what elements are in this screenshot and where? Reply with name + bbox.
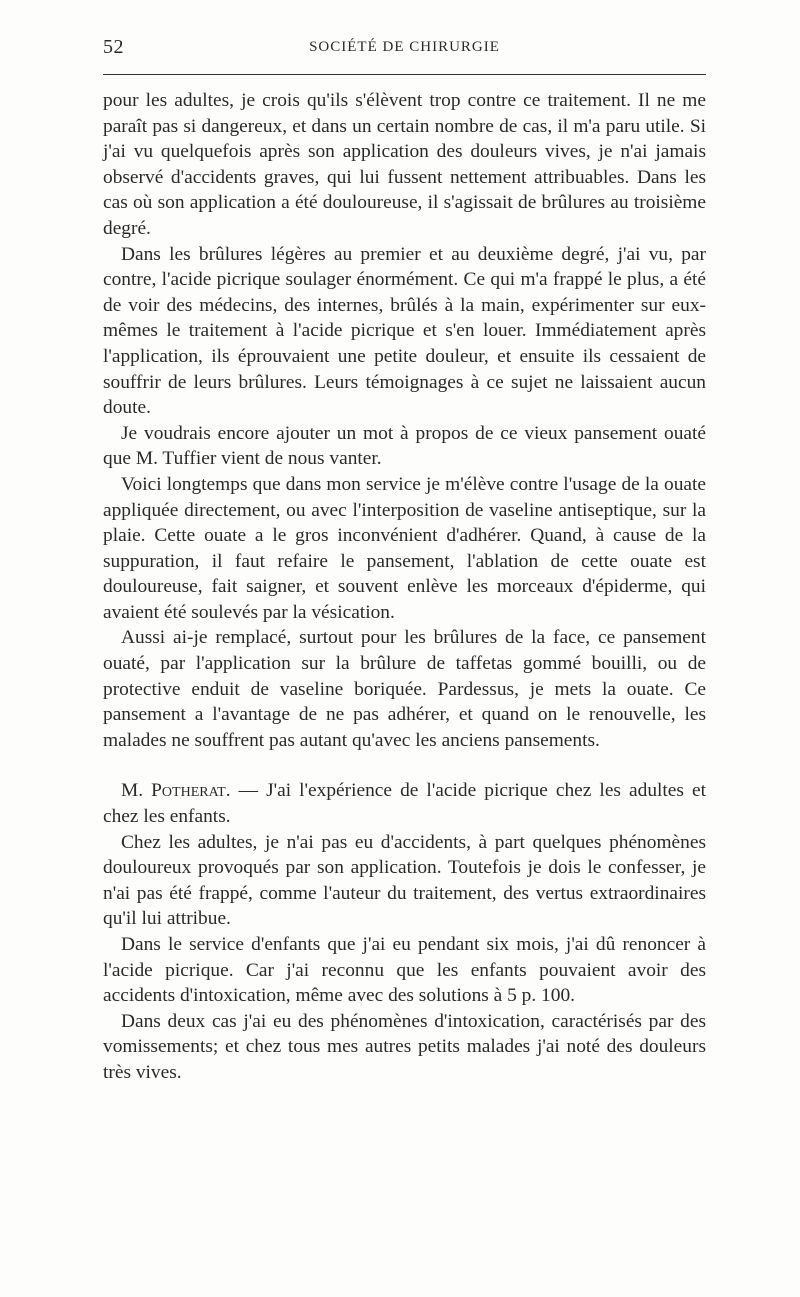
paragraph: pour les adultes, je crois qu'ils s'élèvent trop contre ce traitement. Il ne me paraît pas si dangereux, et dans un certain nombre de cas, il m'a paru utile. Si j'ai vu quelquefois après son application des douleurs vives, je n'ai jamais observé d'accidents graves, qui lui fussent nettement attribuables. Dans les cas où son application a été douloureuse, il s'agissait de brûlures au troisième degré.: [103, 90, 706, 239]
paragraph: Dans le service d'enfants que j'ai eu pendant six mois, j'ai dû renoncer à l'acide picrique. Car j'ai reconnu que les enfants pouvaient avoir des accidents d'intoxication, même avec des solutions à 5 p. 100.: [103, 934, 706, 1007]
speaker-name: M. Potherat.: [121, 780, 231, 802]
body-text: [103, 88, 706, 1086]
speaker-paragraph: [103, 778, 706, 829]
paragraph: Aussi ai-je remplacé, surtout pour les brûlures de la face, ce pansement ouaté, par l'application sur la brûlure de taffetas gommé bouilli, ou de protective enduit de vaseline boriquée. Pardessus, je mets la ouate. Ce pansement a l'avantage de ne pas adhérer, et quand on le renouvelle, les malades ne souffrent pas autant qu'avec les anciens pansements.: [103, 627, 706, 751]
speaker-separator: —: [230, 780, 267, 802]
paragraph: Voici longtemps que dans mon service je m'élève contre l'usage de la ouate appliquée directement, ou avec l'interposition de vaseline antiseptique, sur la plaie. Cette ouate a le gros inconvénient d'adhérer. Quand, à cause de la suppuration, il faut refaire le pansement, l'ablation de cette ouate est douloureuse, fait saigner, et souvent enlève les morceaux d'épiderme, qui avaient été soulevés par la vésication.: [103, 473, 706, 623]
page-number: 52: [103, 36, 124, 58]
paragraph: Dans les brûlures légères au premier et au deuxième degré, j'ai vu, par contre, l'acide picrique soulager énormément. Ce qui m'a frappé le plus, a été de voir des médecins, des internes, brûlés à la main, expérimenter sur eux-mêmes le traitement à l'acide picrique et s'en louer. Immédiatement après l'application, ils éprouvaient une petite douleur, et ensuite ils cessaient de souffrir de leurs brûlures. Leurs témoignages à ce sujet ne laissaient aucun doute.: [103, 243, 706, 419]
paragraph: Je voudrais encore ajouter un mot à propos de ce vieux pansement ouaté que M. Tuffier vient de nous vanter.: [103, 422, 706, 470]
running-title: SOCIÉTÉ DE CHIRURGIE: [309, 39, 500, 55]
page-header: [103, 36, 706, 60]
speaker-text: J'ai l'expérience de l'acide picrique chez les adultes et chez les enfants.: [103, 780, 707, 828]
header-rule: [103, 74, 706, 75]
paragraph: Dans deux cas j'ai eu des phénomènes d'intoxication, caractérisés par des vomissements; et chez tous mes autres petits malades j'ai noté des douleurs très vives.: [103, 1010, 706, 1083]
paragraph: Chez les adultes, je n'ai pas eu d'accidents, à part quelques phénomènes douloureux provoqués par son application. Toutefois je dois le confesser, je n'ai pas été frappé, comme l'auteur du traitement, des vertus extraordinaires qu'il lui attribue.: [103, 831, 706, 930]
